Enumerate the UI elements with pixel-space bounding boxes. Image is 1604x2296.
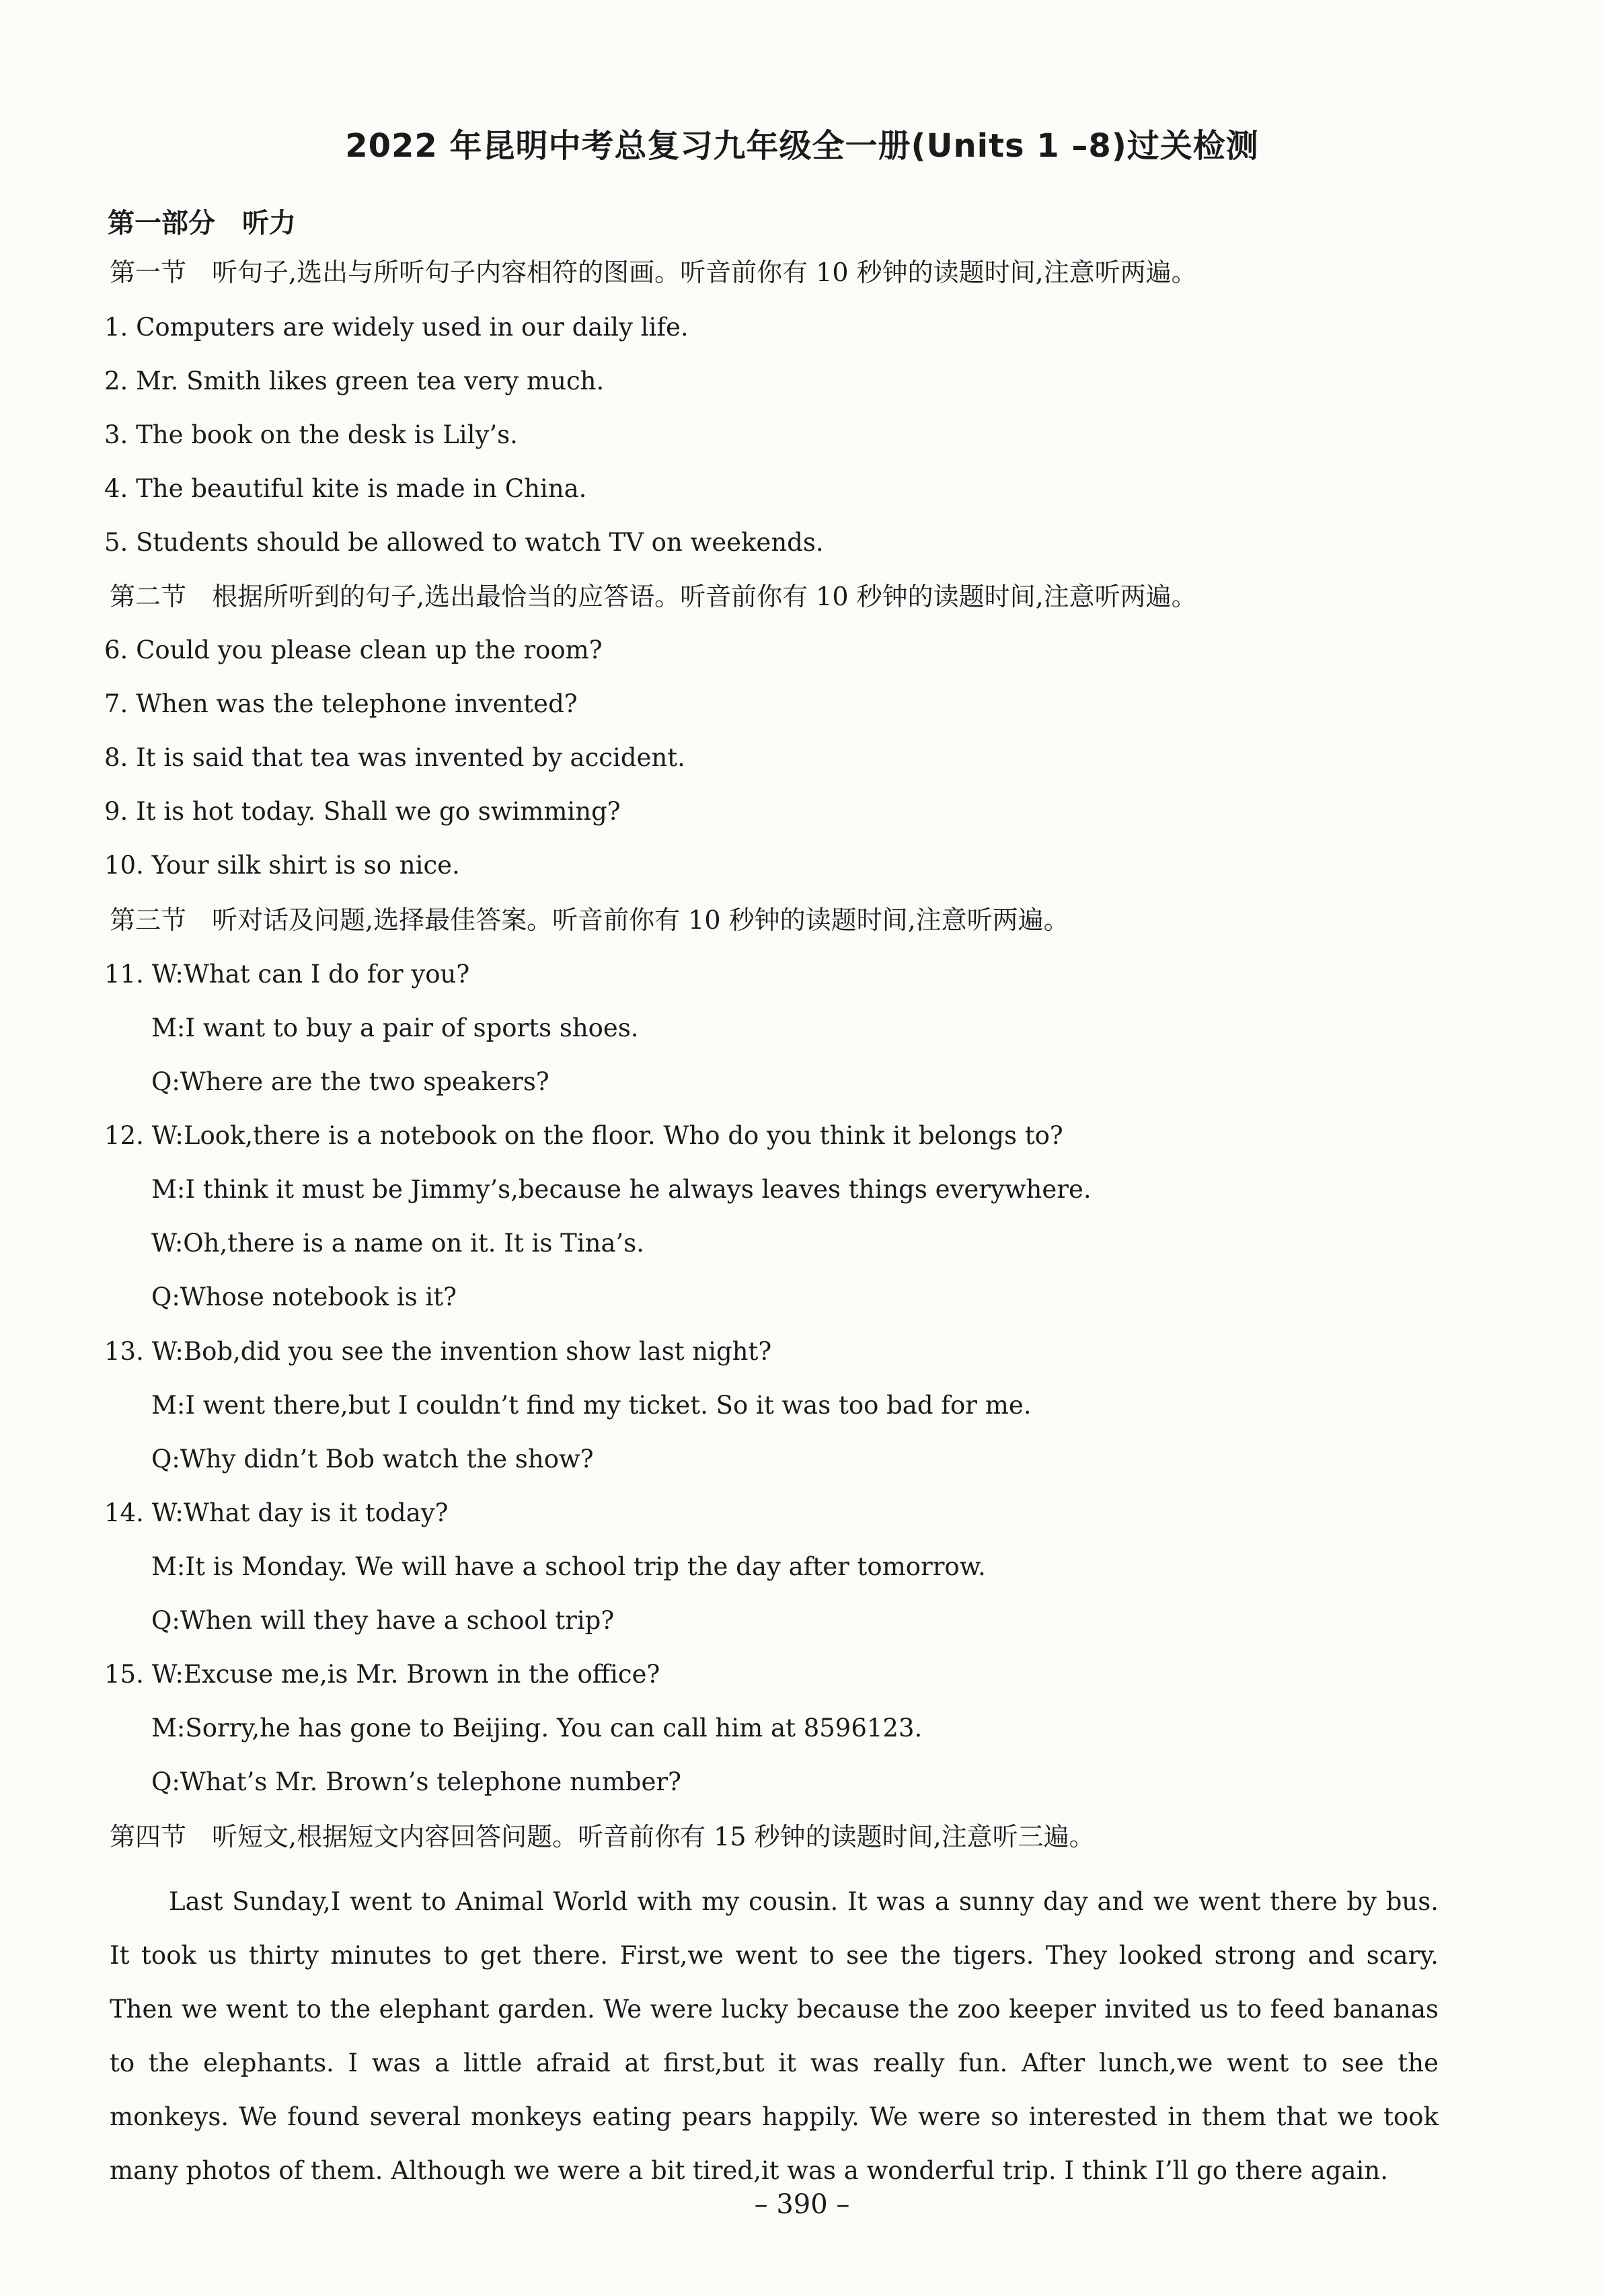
section-3-heading: 第三节 听对话及问题,选择最佳答案。听音前你有 10 秒钟的读题时间,注意听两遍。 [110, 905, 1069, 935]
section-1-heading: 第一节 听句子,选出与所听句子内容相符的图画。听音前你有 10 秒钟的读题时间,注意听两遍。 [110, 258, 1197, 287]
question-14-line: M:It is Monday. We will have a school trip the day after tomorrow. [151, 1552, 986, 1581]
section-2-heading: 第二节 根据所听到的句子,选出最恰当的应答语。听音前你有 10 秒钟的读题时间,注意听两遍。 [110, 582, 1197, 611]
section-4-heading: 第四节 听短文,根据短文内容回答问题。听音前你有 15 秒钟的读题时间,注意听三遍。 [110, 1822, 1095, 1851]
question-12-line: W:Oh,there is a name on it. It is Tina’s. [151, 1229, 645, 1258]
question-15-line: Q:What’s Mr. Brown’s telephone number? [151, 1767, 681, 1796]
question-12-line: M:I think it must be Jimmy’s,because he always leaves things everywhere. [151, 1175, 1092, 1204]
question-7: 7. When was the telephone invented? [104, 689, 578, 718]
question-13-line: 13. W:Bob,did you see the invention show last night? [104, 1337, 772, 1366]
page-title: 2022 年昆明中考总复习九年级全一册(Units 1 –8)过关检测 [345, 127, 1259, 165]
question-4: 4. The beautiful kite is made in China. [104, 474, 587, 503]
page-number: – 390 – [754, 2189, 850, 2220]
question-6: 6. Could you please clean up the room? [104, 636, 603, 664]
question-2: 2. Mr. Smith likes green tea very much. [104, 367, 605, 395]
question-9: 9. It is hot today. Shall we go swimming? [104, 797, 621, 826]
question-14-line: 14. W:What day is it today? [104, 1498, 449, 1527]
part-heading: 第一部分 听力 [108, 208, 296, 239]
question-3: 3. The book on the desk is Lily’s. [104, 420, 518, 449]
question-13-line: M:I went there,but I couldn’t find my ticket. So it was too bad for me. [151, 1391, 1032, 1420]
listening-passage [110, 1875, 1439, 2198]
question-15-line: 15. W:Excuse me,is Mr. Brown in the office? [104, 1660, 660, 1689]
question-12-line: 12. W:Look,there is a notebook on the floor. Who do you think it belongs to? [104, 1121, 1063, 1150]
question-11-line: M:I want to buy a pair of sports shoes. [151, 1013, 639, 1042]
question-12-line: Q:Whose notebook is it? [151, 1283, 457, 1311]
passage-text: Last Sunday,I went to Animal World with my cousin. It was a sunny day and we went there by bus. It took us thirty minutes to get there. First,we went to see the tigers. They looked strong and scary. Then we went to the elephant garden. We were lucky because the zoo keeper invited us to feed bananas to the elephants. I was a little afraid at first,but it was really fun. After lunch,we went to see the monkeys. We found several monkeys eating pears happily. We were so interested in them that we took many photos of them. Although we were a bit tired,it was a wonderful trip. I think I’ll go there again. [110, 1887, 1439, 2185]
question-1: 1. Computers are widely used in our daily life. [104, 313, 689, 342]
question-8: 8. It is said that tea was invented by accident. [104, 743, 685, 772]
question-13-line: Q:Why didn’t Bob watch the show? [151, 1445, 594, 1474]
question-14-line: Q:When will they have a school trip? [151, 1606, 615, 1635]
question-11-line: 11. W:What can I do for you? [104, 960, 470, 989]
question-15-line: M:Sorry,he has gone to Beijing. You can call him at 8596123. [151, 1714, 923, 1743]
question-11-line: Q:Where are the two speakers? [151, 1067, 549, 1096]
question-5: 5. Students should be allowed to watch TV on weekends. [104, 528, 824, 557]
question-10: 10. Your silk shirt is so nice. [104, 851, 460, 880]
